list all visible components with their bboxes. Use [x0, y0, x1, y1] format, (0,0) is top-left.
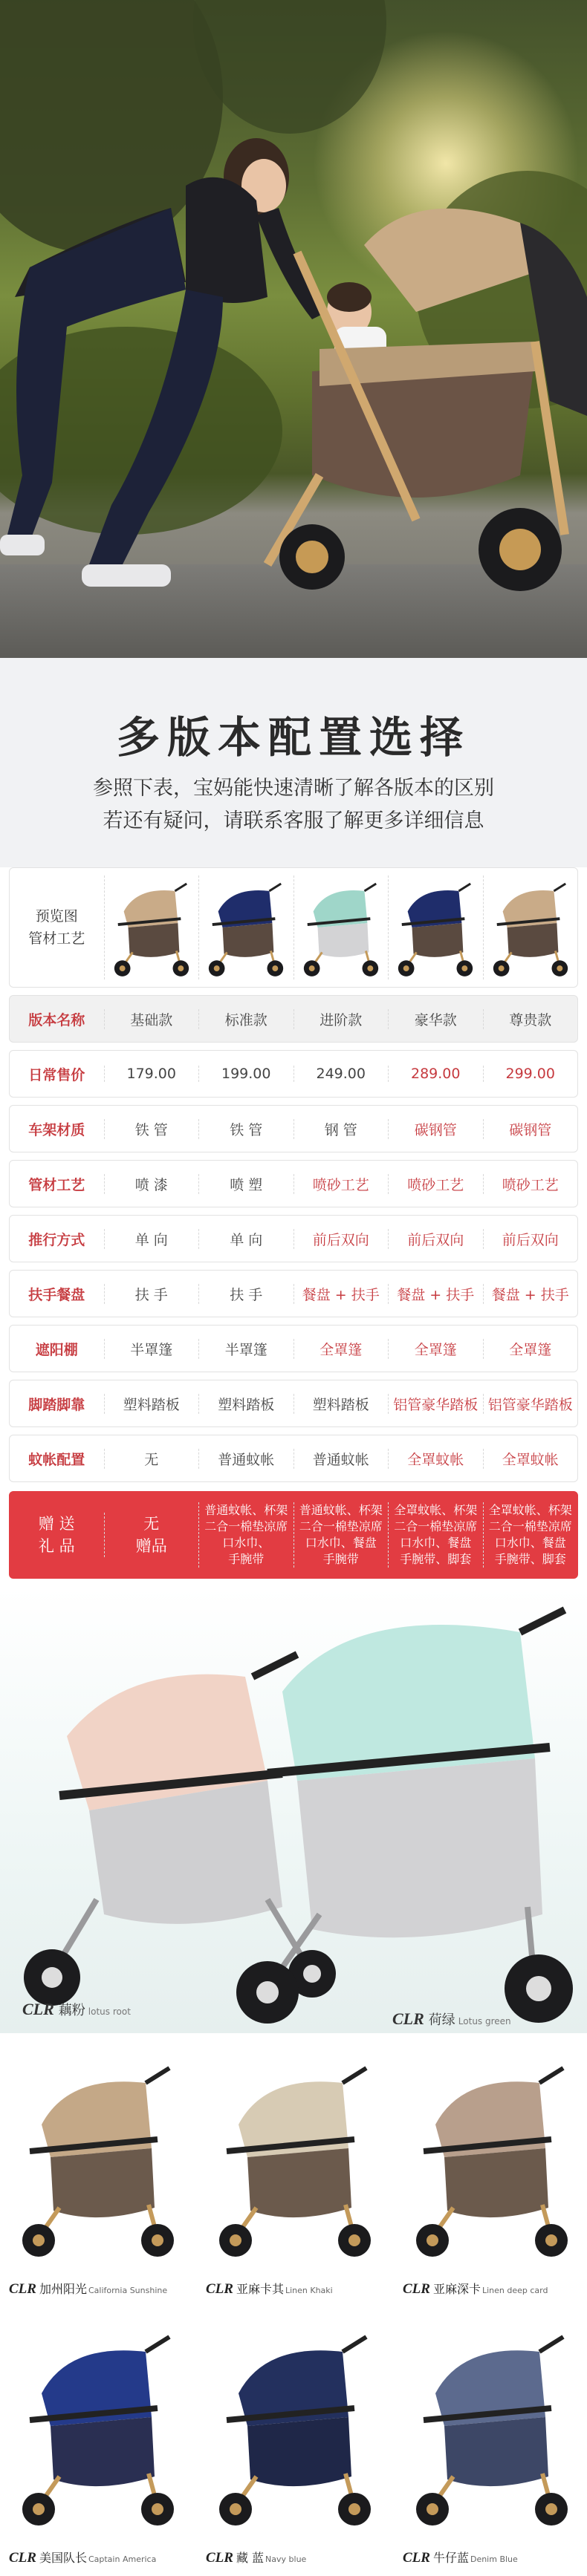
spec-cell: 豪华款: [388, 1009, 483, 1029]
color-name: 藕粉: [58, 2003, 85, 2018]
brand-logo: CLR: [22, 2000, 54, 2018]
color-name-en: Lotus green: [458, 2016, 511, 2026]
spec-cell: 249.00: [294, 1066, 389, 1082]
spec-row: [9, 1325, 578, 1372]
gift-cell: 全罩蚊帐、杯架 二合一棉垫凉席 口水巾、餐盘 手腕带、脚套: [388, 1502, 483, 1568]
spec-cell: 179.00: [104, 1066, 199, 1082]
color-option: [403, 2050, 587, 2302]
spec-cell: 扶 手: [104, 1284, 199, 1304]
version-comparison-table: [9, 867, 578, 1580]
stroller-photo: [206, 2318, 392, 2537]
mother-and-stroller-illustration: [0, 0, 587, 658]
spec-row: [9, 1105, 578, 1152]
spec-cell: 铝管豪华踏板: [483, 1394, 578, 1414]
gift-label-line-1: 赠 送: [38, 1515, 75, 1533]
spec-cell: 钢 管: [294, 1119, 389, 1139]
spec-row: [9, 1435, 578, 1482]
two-strollers-illustration: [0, 1588, 587, 2033]
gift-cell: 无 赠品: [104, 1513, 199, 1557]
gift-cell: 普通蚊帐、杯架 二合一棉垫凉席 口水巾、 手腕带: [198, 1502, 294, 1568]
page-title: 多版本配置选择: [116, 714, 470, 762]
color-name-en: lotus root: [88, 2006, 131, 2017]
spec-cell: 前后双向: [294, 1229, 389, 1249]
stroller-thumbnail: [297, 875, 385, 979]
stroller-photo: [403, 2318, 587, 2537]
spec-cell: 喷砂工艺: [388, 1174, 483, 1194]
color-name: 荷绿: [428, 2012, 455, 2028]
subtitle-line-1: 参照下表，宝妈能快速清晰了解各版本的区别: [93, 777, 494, 800]
spec-row: [9, 1050, 578, 1098]
spec-cell: 半罩篷: [198, 1339, 294, 1359]
color-label: [403, 2549, 587, 2566]
spec-row-label: 蚊帐配置: [28, 1451, 85, 1468]
color-options-grid: [0, 2033, 587, 2576]
spec-cell: 铝管豪华踏板: [388, 1394, 483, 1414]
color-name-en: Linen Khaki: [285, 2286, 333, 2295]
spec-cell: 全罩篷: [388, 1339, 483, 1359]
spec-row-label: 推行方式: [28, 1231, 85, 1248]
color-label: [9, 2549, 210, 2566]
color-label: [9, 2280, 210, 2298]
preview-cell: [104, 875, 199, 979]
color-name-en: Linen deep card: [481, 2286, 548, 2295]
color-name-en: California Sunshine: [88, 2286, 168, 2295]
spec-row-label: 版本名称: [28, 1011, 85, 1028]
spec-row: [9, 995, 578, 1043]
stroller-thumbnail: [202, 875, 290, 979]
gift-label-line-2: 礼 品: [38, 1537, 75, 1555]
spec-row-label: 扶手餐盘: [28, 1286, 85, 1303]
spec-cell: 进阶款: [294, 1009, 389, 1029]
gift-row: [9, 1491, 578, 1579]
subtitle: [0, 772, 587, 838]
spec-cell: 铁 管: [104, 1119, 199, 1139]
spec-cell: 前后双向: [388, 1229, 483, 1249]
stroller-photo: [206, 2050, 392, 2268]
stroller-thumbnail: [108, 875, 195, 979]
spec-row-label: 管材工艺: [28, 1176, 85, 1193]
spec-row: [9, 1160, 578, 1207]
spec-row-label: 车架材质: [28, 1121, 85, 1138]
color-name: 藏 蓝: [236, 2551, 265, 2565]
config-headline: [0, 658, 587, 867]
preview-row-label: [10, 905, 104, 950]
spec-cell: 基础款: [104, 1009, 199, 1029]
stroller-photo: [403, 2050, 587, 2268]
color-name: 美国队长: [39, 2551, 87, 2565]
spec-cell: 塑料踏板: [104, 1394, 199, 1414]
subtitle-line-2: 若还有疑问，请联系客服了解更多详细信息: [103, 809, 484, 832]
spec-row-label: 日常售价: [28, 1066, 85, 1083]
color-name-en: Navy blue: [265, 2554, 307, 2564]
preview-cell: [198, 875, 294, 979]
color-banner: [0, 1588, 587, 2033]
brand-logo: CLR: [403, 2281, 430, 2297]
spec-row: [9, 1215, 578, 1262]
spec-cell: 尊贵款: [483, 1009, 578, 1029]
spec-cell: 碳钢管: [483, 1119, 578, 1139]
color-name: 牛仔蓝: [432, 2551, 469, 2565]
spec-cell: 299.00: [483, 1066, 578, 1082]
spec-cell: 喷砂工艺: [483, 1174, 578, 1194]
color-name-en: Denim Blue: [470, 2554, 518, 2564]
spec-row-label: 遮阳棚: [35, 1341, 78, 1358]
stroller-thumbnail: [487, 875, 574, 979]
color-name-en: Captain America: [88, 2554, 157, 2564]
spec-cell: 半罩篷: [104, 1339, 199, 1359]
brand-logo: CLR: [403, 2550, 430, 2566]
banner-label-left: [22, 2000, 131, 2019]
brand-logo: CLR: [9, 2550, 36, 2566]
spec-cell: 餐盘 + 扶手: [388, 1284, 483, 1304]
spec-cell: 单 向: [104, 1229, 199, 1249]
brand-logo: CLR: [206, 2550, 233, 2566]
color-name: 亚麻深卡: [432, 2282, 481, 2296]
preview-label-line-1: 预览图: [35, 908, 78, 925]
spec-cell: 普通蚊帐: [198, 1449, 294, 1469]
spec-cell: 喷 漆: [104, 1174, 199, 1194]
brand-logo: CLR: [392, 2009, 424, 2028]
color-name: 亚麻卡其: [236, 2282, 284, 2296]
stroller-thumbnail: [392, 875, 479, 979]
gift-cell: 普通蚊帐、杯架 二合一棉垫凉席 口水巾、餐盘 手腕带: [294, 1502, 389, 1568]
preview-cell: [483, 875, 578, 979]
spec-cell: 铁 管: [198, 1119, 294, 1139]
spec-cell: 普通蚊帐: [294, 1449, 389, 1469]
color-option: [9, 2050, 195, 2302]
gift-row-label: [10, 1513, 104, 1557]
color-option: [206, 2050, 392, 2302]
stroller-photo: [9, 2318, 195, 2537]
spec-cell: 全罩篷: [294, 1339, 389, 1359]
preview-cell: [388, 875, 483, 979]
gift-cell: 全罩蚊帐、杯架 二合一棉垫凉席 口水巾、餐盘 手腕带、脚套: [483, 1502, 578, 1568]
spec-cell: 塑料踏板: [198, 1394, 294, 1414]
spec-cell: 无: [104, 1449, 199, 1469]
spec-cell: 199.00: [198, 1066, 294, 1082]
spec-cell: 全罩蚊帐: [388, 1449, 483, 1469]
preview-cell: [294, 875, 389, 979]
color-label: [206, 2280, 406, 2298]
preview-label-line-2: 管材工艺: [28, 930, 85, 947]
spec-cell: 喷 塑: [198, 1174, 294, 1194]
color-option: [9, 2318, 195, 2571]
spec-row: [9, 1380, 578, 1427]
preview-row: [9, 867, 578, 988]
brand-logo: CLR: [206, 2281, 233, 2297]
spec-cell: 289.00: [388, 1066, 483, 1082]
spec-row: [9, 1270, 578, 1317]
spec-cell: 塑料踏板: [294, 1394, 389, 1414]
brand-logo: CLR: [9, 2281, 36, 2297]
spec-cell: 喷砂工艺: [294, 1174, 389, 1194]
spec-cell: 标准款: [198, 1009, 294, 1029]
spec-row-label: 脚踏脚靠: [28, 1396, 85, 1413]
spec-cell: 餐盘 + 扶手: [483, 1284, 578, 1304]
stroller-photo: [9, 2050, 195, 2268]
spec-cell: 单 向: [198, 1229, 294, 1249]
spec-cell: 全罩蚊帐: [483, 1449, 578, 1469]
spec-cell: 扶 手: [198, 1284, 294, 1304]
color-option: [206, 2318, 392, 2571]
spec-cell: 碳钢管: [388, 1119, 483, 1139]
color-label: [403, 2280, 587, 2298]
color-name: 加州阳光: [39, 2282, 87, 2296]
hero-photo: [0, 0, 587, 658]
banner-label-right: [392, 2009, 511, 2029]
spec-cell: 餐盘 + 扶手: [294, 1284, 389, 1304]
color-label: [206, 2549, 406, 2566]
spec-cell: 全罩篷: [483, 1339, 578, 1359]
spec-cell: 前后双向: [483, 1229, 578, 1249]
color-option: [403, 2318, 587, 2571]
